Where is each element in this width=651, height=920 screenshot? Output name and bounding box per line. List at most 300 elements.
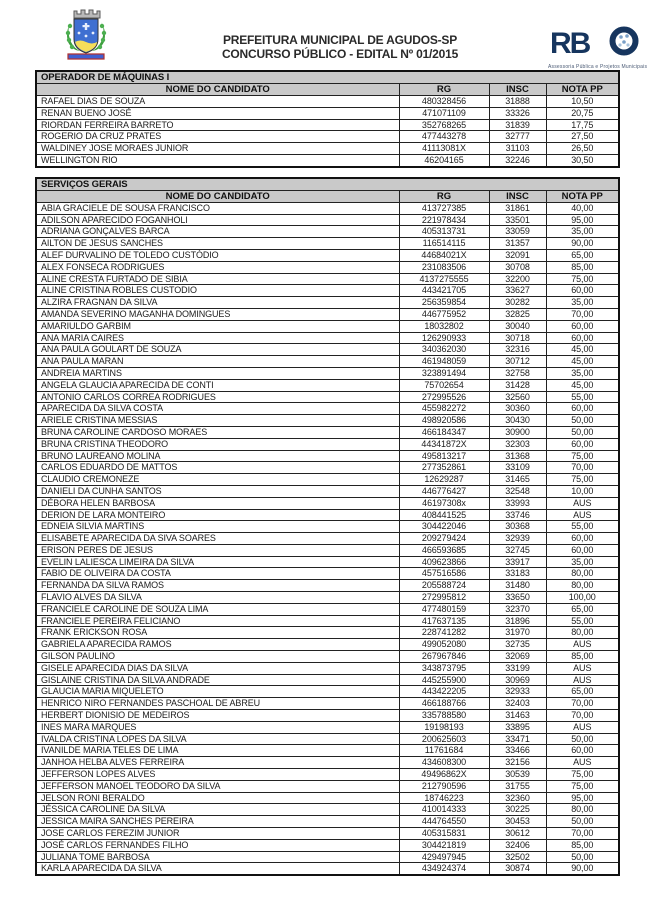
- candidate-rg: 429497945: [399, 851, 489, 863]
- results-table: [35, 70, 620, 168]
- candidate-insc: 33326: [489, 107, 546, 119]
- candidate-nota: 60,00: [546, 544, 619, 556]
- candidate-name: FRANCIELE PEREIRA FELICIANO: [36, 615, 399, 627]
- candidate-rg: 209279424: [399, 533, 489, 545]
- column-header: INSC: [489, 190, 546, 202]
- table-row: [36, 533, 619, 545]
- candidate-name: RIORDAN FERREIRA BARRETO: [36, 119, 399, 131]
- candidate-name: FABIO DE OLIVEIRA DA COSTA: [36, 568, 399, 580]
- candidate-rg: 466593685: [399, 544, 489, 556]
- candidate-insc: 33501: [489, 214, 546, 226]
- candidate-name: ALZIRA FRAGNAN DA SILVA: [36, 297, 399, 309]
- candidate-name: FLAVIO ALVES DA SILVA: [36, 592, 399, 604]
- candidate-rg: 477480159: [399, 603, 489, 615]
- candidate-name: IVALDA CRISTINA LOPES DA SILVA: [36, 733, 399, 745]
- candidate-rg: 75702654: [399, 379, 489, 391]
- section-title-row: [36, 71, 619, 84]
- candidate-insc: 32735: [489, 639, 546, 651]
- candidate-name: DANIELI DA CUNHA SANTOS: [36, 485, 399, 497]
- table-row: [36, 485, 619, 497]
- candidate-insc: 32758: [489, 367, 546, 379]
- table-row: [36, 415, 619, 427]
- table-row: [36, 804, 619, 816]
- section-body: [36, 202, 619, 875]
- candidate-name: HENRICO NIRO FERNANDES PASCHOAL DE ABREU: [36, 698, 399, 710]
- candidate-insc: 31357: [489, 238, 546, 250]
- candidate-insc: 31103: [489, 143, 546, 155]
- candidate-nota: 55,00: [546, 521, 619, 533]
- candidate-rg: 116514115: [399, 238, 489, 250]
- candidate-nota: 50,00: [546, 415, 619, 427]
- candidate-rg: 277352861: [399, 462, 489, 474]
- candidate-rg: 477443278: [399, 131, 489, 143]
- candidate-nota: 60,00: [546, 533, 619, 545]
- candidate-name: ALEF DURVALINO DE TOLEDO CUSTÓDIO: [36, 249, 399, 261]
- candidate-name: JELSON RONI BERALDO: [36, 792, 399, 804]
- candidate-rg: 445255900: [399, 674, 489, 686]
- candidate-rg: 409623866: [399, 556, 489, 568]
- candidate-name: WALDINEY JOSE MORAES JUNIOR: [36, 143, 399, 155]
- candidate-insc: 33471: [489, 733, 546, 745]
- candidate-nota: 60,00: [546, 745, 619, 757]
- candidate-nota: 40,00: [546, 202, 619, 214]
- candidate-rg: 466188766: [399, 698, 489, 710]
- table-row: [36, 249, 619, 261]
- candidate-nota: 27,50: [546, 131, 619, 143]
- candidate-rg: 443421705: [399, 285, 489, 297]
- candidate-rg: 19198193: [399, 721, 489, 733]
- table-row: [36, 745, 619, 757]
- table-row: [36, 356, 619, 368]
- candidate-insc: 31861: [489, 202, 546, 214]
- candidate-nota: 26,50: [546, 143, 619, 155]
- candidate-nota: AUS: [546, 639, 619, 651]
- table-row: [36, 462, 619, 474]
- candidate-insc: 31368: [489, 450, 546, 462]
- table-row: [36, 592, 619, 604]
- column-header: NOTA PP: [546, 190, 619, 202]
- candidate-insc: 32777: [489, 131, 546, 143]
- candidate-name: APARECIDA DA SILVA COSTA: [36, 403, 399, 415]
- candidate-rg: 480328456: [399, 96, 489, 108]
- table-row: [36, 96, 619, 108]
- candidate-name: DÉBORA HELEN BARBOSA: [36, 497, 399, 509]
- candidate-rg: 405315831: [399, 828, 489, 840]
- candidate-rg: 471071109: [399, 107, 489, 119]
- candidate-name: ALEX FONSECA RODRIGUES: [36, 261, 399, 273]
- candidate-name: JEFFERSON LOPES ALVES: [36, 769, 399, 781]
- candidate-insc: 30708: [489, 261, 546, 273]
- candidate-name: ADILSON APARECIDO FOGANHOLI: [36, 214, 399, 226]
- title-line-1: PREFEITURA MUNICIPAL DE AGUDOS-SP: [222, 33, 458, 47]
- candidate-insc: 31465: [489, 474, 546, 486]
- candidate-rg: 46204165: [399, 154, 489, 166]
- candidate-name: RAFAEL DIAS DE SOUZA: [36, 96, 399, 108]
- candidate-rg: 499052080: [399, 639, 489, 651]
- table-row: [36, 297, 619, 309]
- candidate-rg: 434608300: [399, 757, 489, 769]
- candidate-nota: AUS: [546, 757, 619, 769]
- candidate-nota: AUS: [546, 662, 619, 674]
- candidate-name: BRUNA CRISTINA THEODORO: [36, 438, 399, 450]
- table-row: [36, 226, 619, 238]
- candidate-insc: 30718: [489, 332, 546, 344]
- candidate-nota: 55,00: [546, 391, 619, 403]
- candidate-nota: AUS: [546, 674, 619, 686]
- candidate-nota: 80,00: [546, 580, 619, 592]
- candidate-rg: 256359854: [399, 297, 489, 309]
- section-title-row: [36, 178, 619, 191]
- candidate-nota: 10,50: [546, 96, 619, 108]
- table-row: [36, 119, 619, 131]
- candidate-name: FRANK ERICKSON ROSA: [36, 627, 399, 639]
- candidate-nota: 70,00: [546, 710, 619, 722]
- table-row: [36, 426, 619, 438]
- candidate-name: GISELE APARECIDA DIAS DA SILVA: [36, 662, 399, 674]
- candidate-insc: 31896: [489, 615, 546, 627]
- candidate-rg: 455982272: [399, 403, 489, 415]
- candidate-rg: 413727385: [399, 202, 489, 214]
- table-row: [36, 721, 619, 733]
- candidate-insc: 30612: [489, 828, 546, 840]
- table-row: [36, 698, 619, 710]
- column-header: NOME DO CANDIDATO: [36, 190, 399, 202]
- candidate-name: RENAN BUENO JOSÉ: [36, 107, 399, 119]
- candidate-insc: 32939: [489, 533, 546, 545]
- candidate-insc: 32548: [489, 485, 546, 497]
- candidate-insc: 32933: [489, 686, 546, 698]
- candidate-insc: 30225: [489, 804, 546, 816]
- candidate-insc: 31480: [489, 580, 546, 592]
- document-header: [0, 0, 651, 70]
- table-row: [36, 379, 619, 391]
- candidate-nota: 85,00: [546, 261, 619, 273]
- candidate-name: ANTONIO CARLOS CORREA RODRIGUES: [36, 391, 399, 403]
- table-row: [36, 154, 619, 166]
- candidate-nota: 85,00: [546, 839, 619, 851]
- candidate-insc: 32406: [489, 839, 546, 851]
- candidate-rg: 446776427: [399, 485, 489, 497]
- candidate-nota: 75,00: [546, 450, 619, 462]
- table-row: [36, 568, 619, 580]
- candidate-rg: 466184347: [399, 426, 489, 438]
- candidate-rg: 461948059: [399, 356, 489, 368]
- table-row: [36, 521, 619, 533]
- table-row: [36, 273, 619, 285]
- candidate-rg: 457516586: [399, 568, 489, 580]
- table-row: [36, 662, 619, 674]
- candidate-nota: 55,00: [546, 615, 619, 627]
- candidate-insc: 33109: [489, 462, 546, 474]
- candidate-nota: 70,00: [546, 828, 619, 840]
- candidate-rg: 41113081X: [399, 143, 489, 155]
- candidate-nota: AUS: [546, 497, 619, 509]
- candidate-name: ANA PAULA MARAN: [36, 356, 399, 368]
- table-row: [36, 627, 619, 639]
- rbo-logo: [548, 26, 648, 70]
- candidate-nota: 50,00: [546, 426, 619, 438]
- table-row: [36, 580, 619, 592]
- candidate-nota: 20,75: [546, 107, 619, 119]
- candidate-nota: 50,00: [546, 733, 619, 745]
- candidate-rg: 444764550: [399, 816, 489, 828]
- table-row: [36, 497, 619, 509]
- candidate-name: ERISON PERES DE JESUS: [36, 544, 399, 556]
- candidate-nota: 65,00: [546, 686, 619, 698]
- candidate-name: AMARIULDO GARBIM: [36, 320, 399, 332]
- candidate-nota: 80,00: [546, 568, 619, 580]
- candidate-nota: 60,00: [546, 320, 619, 332]
- candidate-nota: 70,00: [546, 308, 619, 320]
- table-row: [36, 792, 619, 804]
- candidate-rg: 212790596: [399, 780, 489, 792]
- candidate-insc: 32091: [489, 249, 546, 261]
- candidate-nota: 45,00: [546, 344, 619, 356]
- candidate-rg: 228741282: [399, 627, 489, 639]
- column-header: NOME DO CANDIDATO: [36, 84, 399, 96]
- candidate-name: GISLAINE CRISTINA DA SILVA ANDRADE: [36, 674, 399, 686]
- candidate-name: ANDREIA MARTINS: [36, 367, 399, 379]
- rbo-logo-icon: [548, 26, 643, 58]
- column-header: NOTA PP: [546, 84, 619, 96]
- candidate-name: HERBERT DIONISIO DE MEDEIROS: [36, 710, 399, 722]
- table-row: [36, 863, 619, 875]
- candidate-name: JANHOA HELBA ALVES FERREIRA: [36, 757, 399, 769]
- table-row: [36, 131, 619, 143]
- candidate-insc: 30969: [489, 674, 546, 686]
- candidate-rg: 323891494: [399, 367, 489, 379]
- candidate-rg: 46197308x: [399, 497, 489, 509]
- column-header: RG: [399, 84, 489, 96]
- candidate-name: ROGERIO DA CRUZ PRATES: [36, 131, 399, 143]
- table-row: [36, 780, 619, 792]
- candidate-name: FRANCIELE CAROLINE DE SOUZA LIMA: [36, 603, 399, 615]
- table-row: [36, 769, 619, 781]
- candidate-nota: 70,00: [546, 462, 619, 474]
- table-row: [36, 710, 619, 722]
- candidate-insc: 32502: [489, 851, 546, 863]
- table-row: [36, 686, 619, 698]
- candidate-rg: 12629287: [399, 474, 489, 486]
- table-row: [36, 450, 619, 462]
- candidate-insc: 32303: [489, 438, 546, 450]
- candidate-name: ALINE CRESTA FURTADO DE SIBIA: [36, 273, 399, 285]
- candidate-nota: 75,00: [546, 780, 619, 792]
- candidate-nota: 10,00: [546, 485, 619, 497]
- candidate-rg: 304422046: [399, 521, 489, 533]
- candidate-rg: 221978434: [399, 214, 489, 226]
- table-row: [36, 143, 619, 155]
- candidate-nota: 35,00: [546, 556, 619, 568]
- candidate-name: JESSICA MAIRA SANCHES PEREIRA: [36, 816, 399, 828]
- candidate-insc: 33993: [489, 497, 546, 509]
- candidate-name: EVELIN LALIESCA LIMEIRA DA SILVA: [36, 556, 399, 568]
- candidate-insc: 33466: [489, 745, 546, 757]
- table-row: [36, 757, 619, 769]
- agudos-coat-of-arms-icon: [62, 6, 110, 67]
- candidate-rg: 11761684: [399, 745, 489, 757]
- candidate-name: GABRIELA APARECIDA RAMOS: [36, 639, 399, 651]
- table-row: [36, 615, 619, 627]
- table-row: [36, 202, 619, 214]
- table-row: [36, 285, 619, 297]
- table-row: [36, 544, 619, 556]
- candidate-nota: 65,00: [546, 249, 619, 261]
- candidate-insc: 33917: [489, 556, 546, 568]
- candidate-name: IVANILDE MARIA TELES DE LIMA: [36, 745, 399, 757]
- candidate-insc: 32370: [489, 603, 546, 615]
- candidate-rg: 340362030: [399, 344, 489, 356]
- candidate-rg: 267967846: [399, 651, 489, 663]
- candidate-nota: 50,00: [546, 816, 619, 828]
- candidate-nota: 35,00: [546, 367, 619, 379]
- candidate-name: CLAUDIO CREMONEZE: [36, 474, 399, 486]
- candidate-rg: 352768265: [399, 119, 489, 131]
- candidate-rg: 410014333: [399, 804, 489, 816]
- candidate-nota: 90,00: [546, 238, 619, 250]
- candidate-insc: 32069: [489, 651, 546, 663]
- candidate-rg: 417637135: [399, 615, 489, 627]
- candidate-insc: 33183: [489, 568, 546, 580]
- candidate-insc: 33059: [489, 226, 546, 238]
- candidate-insc: 30539: [489, 769, 546, 781]
- column-header-row: [36, 84, 619, 96]
- candidate-rg: 126290933: [399, 332, 489, 344]
- candidate-nota: 60,00: [546, 285, 619, 297]
- candidate-rg: 443422205: [399, 686, 489, 698]
- candidate-insc: 31970: [489, 627, 546, 639]
- candidate-nota: 30,50: [546, 154, 619, 166]
- table-row: [36, 603, 619, 615]
- candidate-insc: 31839: [489, 119, 546, 131]
- candidate-nota: 80,00: [546, 804, 619, 816]
- candidate-rg: 495813217: [399, 450, 489, 462]
- candidate-insc: 33627: [489, 285, 546, 297]
- candidate-rg: 446775952: [399, 308, 489, 320]
- candidate-insc: 33199: [489, 662, 546, 674]
- candidate-insc: 32246: [489, 154, 546, 166]
- table-row: [36, 839, 619, 851]
- candidate-nota: 75,00: [546, 769, 619, 781]
- table-row: [36, 828, 619, 840]
- candidate-rg: 4137275555: [399, 273, 489, 285]
- table-row: [36, 733, 619, 745]
- candidate-nota: 90,00: [546, 863, 619, 875]
- candidate-rg: 18746223: [399, 792, 489, 804]
- candidate-name: BRUNA CAROLINE CARDOSO MORAES: [36, 426, 399, 438]
- candidate-insc: 30874: [489, 863, 546, 875]
- candidate-rg: 343873795: [399, 662, 489, 674]
- candidate-name: ADRIANA GONÇALVES BARCA: [36, 226, 399, 238]
- candidate-name: BRUNO LAUREANO MOLINA: [36, 450, 399, 462]
- candidate-rg: 44684021X: [399, 249, 489, 261]
- candidate-insc: 32316: [489, 344, 546, 356]
- column-header: INSC: [489, 84, 546, 96]
- results-table: [35, 177, 620, 876]
- table-row: [36, 391, 619, 403]
- candidate-rg: 49496862X: [399, 769, 489, 781]
- candidate-nota: 65,00: [546, 603, 619, 615]
- section-body: [36, 96, 619, 167]
- candidate-insc: 32745: [489, 544, 546, 556]
- candidate-name: JEFFERSON MANOEL TEODORO DA SILVA: [36, 780, 399, 792]
- table-row: [36, 107, 619, 119]
- column-header: RG: [399, 190, 489, 202]
- candidate-insc: 30453: [489, 816, 546, 828]
- table-row: [36, 651, 619, 663]
- table-row: [36, 332, 619, 344]
- candidate-nota: 75,00: [546, 474, 619, 486]
- table-row: [36, 367, 619, 379]
- candidate-nota: 95,00: [546, 792, 619, 804]
- table-row: [36, 851, 619, 863]
- table-row: [36, 214, 619, 226]
- candidate-insc: 32403: [489, 698, 546, 710]
- candidate-name: EDNEIA SILVIA MARTINS: [36, 521, 399, 533]
- candidate-name: INES MARA MARQUES: [36, 721, 399, 733]
- candidate-name: WELLINGTON RIO: [36, 154, 399, 166]
- candidate-rg: 405313731: [399, 226, 489, 238]
- candidate-name: ANA PAULA GOULART DE SOUZA: [36, 344, 399, 356]
- candidate-insc: 33650: [489, 592, 546, 604]
- section-title: SERVIÇOS GERAIS: [36, 178, 619, 191]
- candidate-rg: 44341872X: [399, 438, 489, 450]
- candidate-nota: 50,00: [546, 851, 619, 863]
- table-row: [36, 320, 619, 332]
- candidate-nota: 75,00: [546, 273, 619, 285]
- candidate-insc: 32156: [489, 757, 546, 769]
- candidate-insc: 31463: [489, 710, 546, 722]
- section-title: OPERADOR DE MÁQUINAS I: [36, 71, 619, 84]
- candidate-nota: 95,00: [546, 214, 619, 226]
- table-row: [36, 509, 619, 521]
- table-row: [36, 639, 619, 651]
- candidate-rg: 408441525: [399, 509, 489, 521]
- candidate-insc: 30712: [489, 356, 546, 368]
- table-row: [36, 474, 619, 486]
- candidate-rg: 304421819: [399, 839, 489, 851]
- candidate-insc: 30368: [489, 521, 546, 533]
- candidate-name: AILTON DE JESUS SANCHES: [36, 238, 399, 250]
- candidate-nota: 17,75: [546, 119, 619, 131]
- candidate-rg: 498920586: [399, 415, 489, 427]
- candidate-name: ABIA GRACIELE DE SOUSA FRANCISCO: [36, 202, 399, 214]
- candidate-name: CARLOS EDUARDO DE MATTOS: [36, 462, 399, 474]
- candidate-name: KARLA APARECIDA DA SILVA: [36, 863, 399, 875]
- rbo-tagline: Assessoria Pública e Projetos Municipais: [548, 64, 648, 70]
- table-row: [36, 308, 619, 320]
- candidate-rg: 200625603: [399, 733, 489, 745]
- candidate-nota: 45,00: [546, 356, 619, 368]
- candidate-name: DERION DE LARA MONTEIRO: [36, 509, 399, 521]
- candidate-rg: 434924374: [399, 863, 489, 875]
- candidate-insc: 31428: [489, 379, 546, 391]
- candidate-nota: AUS: [546, 509, 619, 521]
- table-row: [36, 674, 619, 686]
- table-row: [36, 438, 619, 450]
- candidate-insc: 32560: [489, 391, 546, 403]
- candidate-name: GLAUCIA MARIA MIQUELETO: [36, 686, 399, 698]
- candidate-name: ANA MARIA CAIRES: [36, 332, 399, 344]
- title-line-2: CONCURSO PÚBLICO - EDITAL Nº 01/2015: [221, 46, 459, 61]
- candidate-insc: 30900: [489, 426, 546, 438]
- column-header-row: [36, 190, 619, 202]
- candidate-nota: 85,00: [546, 651, 619, 663]
- table-row: [36, 344, 619, 356]
- candidate-name: ELISABETE APARECIDA DA SIVA SOARES: [36, 533, 399, 545]
- candidate-name: JOSÉ CARLOS FERNANDES FILHO: [36, 839, 399, 851]
- candidate-name: JULIANA TOME BARBOSA: [36, 851, 399, 863]
